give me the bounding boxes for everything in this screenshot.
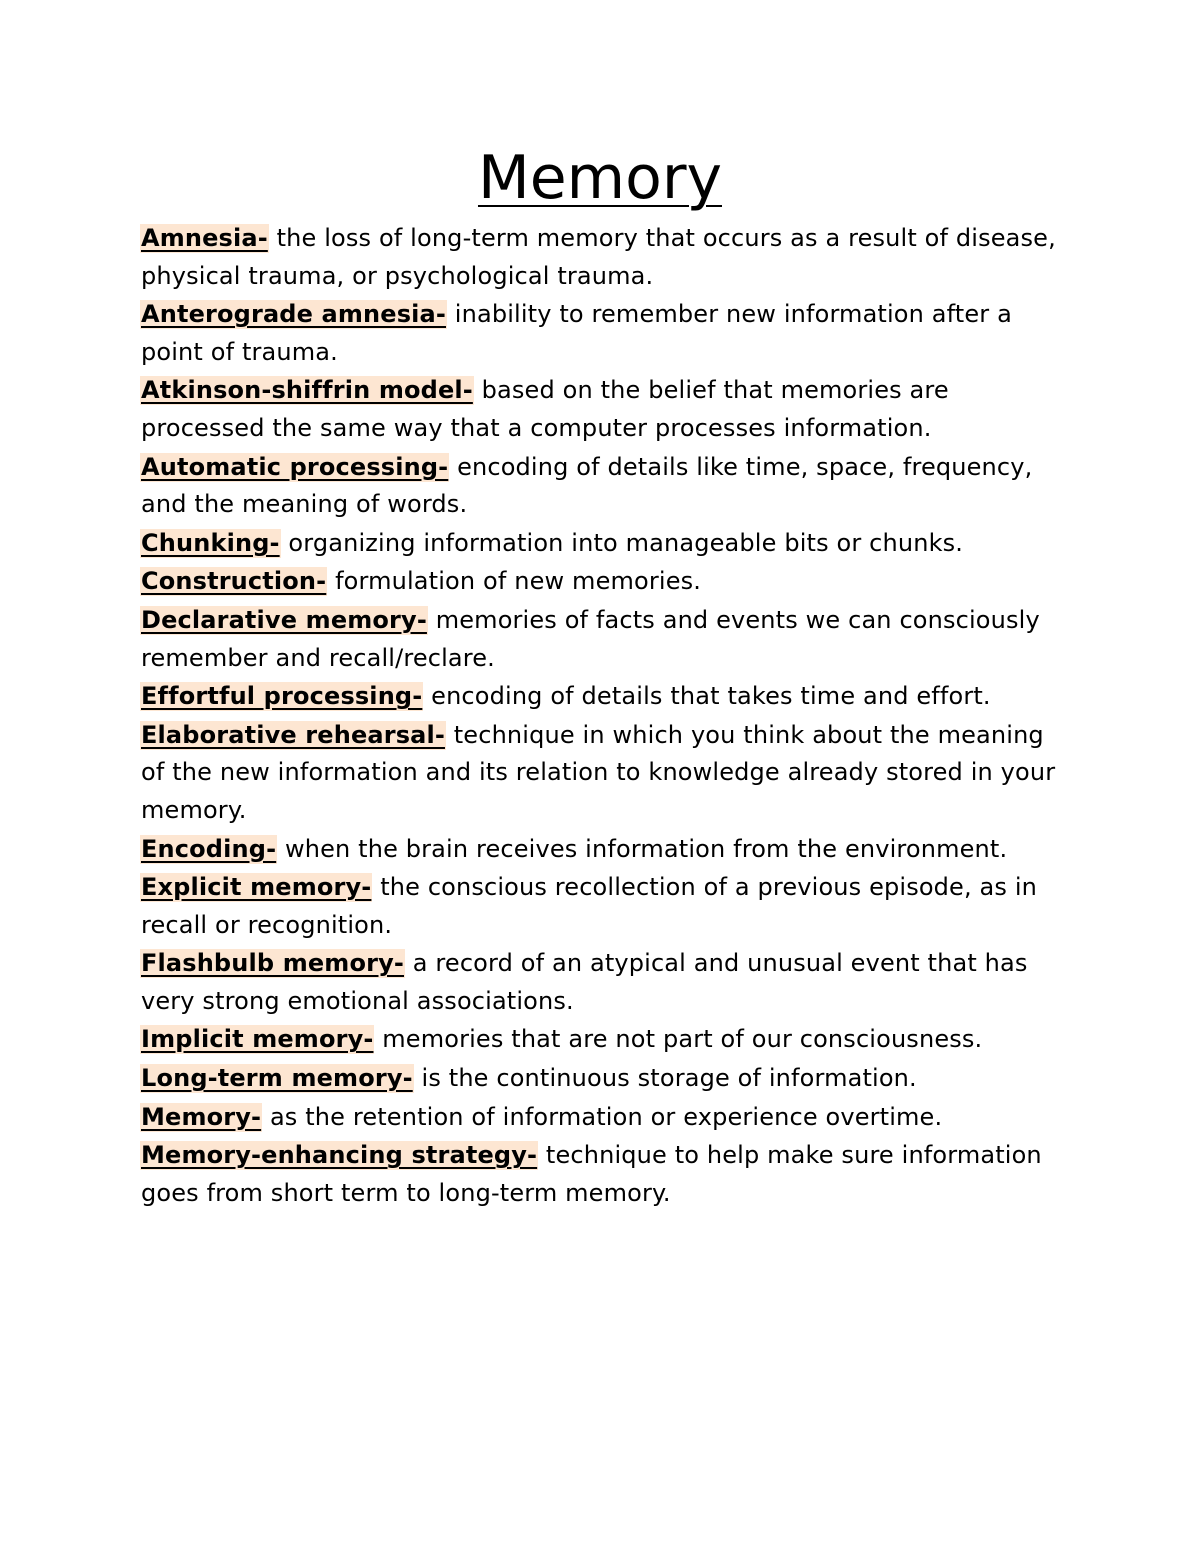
glossary-entry [141,869,1071,944]
glossary-definition: encoding of details that takes time and effort. [431,682,991,711]
glossary-definition: technique to help make sure information goes from short term to long-term memory. [141,1141,1042,1207]
document-page [141,138,1071,1213]
glossary-list [141,220,1071,1212]
glossary-entry [141,602,1071,677]
glossary-definition: when the brain receives information from the environment. [284,834,1008,863]
glossary-entry [141,945,1071,1020]
glossary-term: Declarative memory- [141,605,427,634]
glossary-term: Long-term memory- [141,1064,413,1093]
glossary-definition: a record of an atypical and unusual event that has very strong emotional associations. [141,949,1028,1015]
glossary-term: Anterograde amnesia- [141,300,446,329]
glossary-entry [141,296,1071,371]
glossary-entry [141,563,1071,601]
glossary-definition: inability to remember new information after a point of trauma. [141,300,1012,366]
glossary-entry [141,449,1071,524]
glossary-entry [141,717,1071,830]
glossary-definition: as the retention of information or experience overtime. [269,1102,943,1131]
glossary-term: Amnesia- [141,224,268,252]
glossary-term: Memory- [141,1102,262,1131]
glossary-entry [141,1060,1071,1098]
glossary-term: Implicit memory- [141,1025,374,1054]
glossary-entry [141,1021,1071,1059]
glossary-entry [141,678,1071,716]
glossary-term: Effortful processing- [141,682,423,711]
page-title: Memory [477,143,722,213]
glossary-term: Memory-enhancing strategy- [141,1141,538,1170]
glossary-definition: based on the belief that memories are processed the same way that a computer processes information. [141,376,949,442]
glossary-term: Automatic processing- [141,452,449,481]
glossary-definition: memories that are not part of our consciousness. [382,1025,983,1054]
glossary-entry [141,831,1071,869]
glossary-entry [141,525,1071,563]
glossary-entry [141,1137,1071,1212]
glossary-definition: memories of facts and events we can consciously remember and recall/reclare. [141,605,1040,672]
glossary-term: Chunking- [141,528,280,557]
glossary-definition: organizing information into manageable bits or chunks. [288,528,964,557]
glossary-term: Explicit memory- [141,873,372,902]
glossary-term: Encoding- [141,834,277,863]
glossary-term: Atkinson-shiffrin model- [141,376,473,405]
glossary-term: Construction- [141,567,327,596]
glossary-definition: is the continuous storage of information. [421,1064,917,1093]
glossary-term: Flashbulb memory- [141,949,404,978]
glossary-entry [141,220,1071,295]
glossary-definition: technique in which you think about the meaning of the new information and its relation to knowledge already stored in your memory. [141,720,1056,824]
glossary-entry [141,372,1071,447]
glossary-definition: the loss of long-term memory that occurs as a result of disease, physical trauma, or psychological trauma. [141,224,1056,290]
glossary-term: Elaborative rehearsal- [141,720,445,749]
glossary-definition: formulation of new memories. [335,567,702,596]
glossary-entry [141,1099,1071,1137]
glossary-definition: the conscious recollection of a previous episode, as in recall or recognition. [141,873,1038,939]
glossary-definition: encoding of details like time, space, frequency, and the meaning of words. [141,452,1033,519]
